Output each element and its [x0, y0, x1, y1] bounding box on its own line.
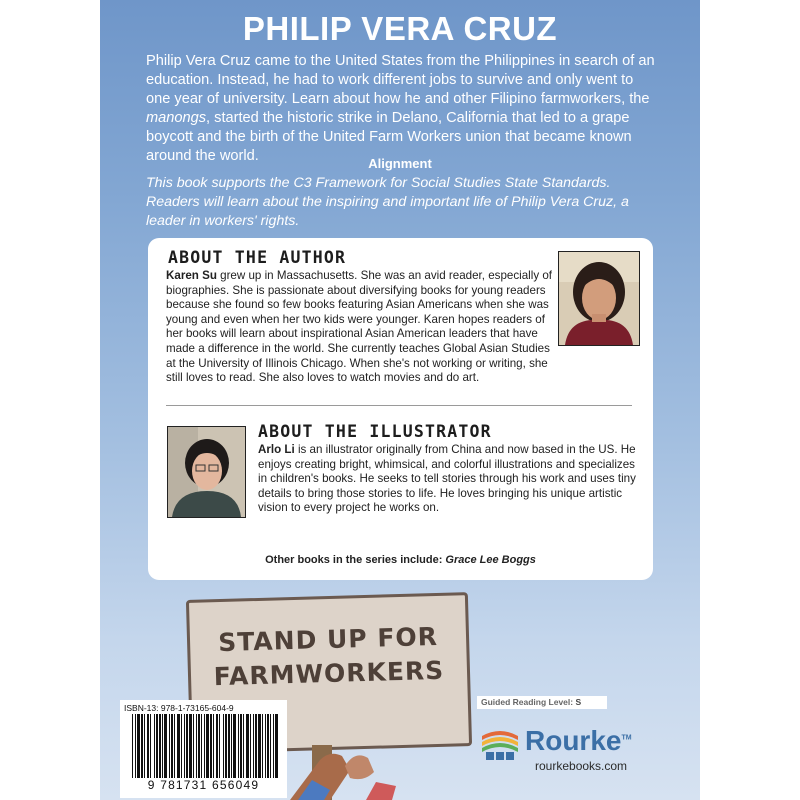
author-name: Karen Su	[166, 269, 217, 282]
publisher-name-text: Rourke	[525, 725, 622, 756]
summary-emphasis: manongs	[146, 110, 207, 126]
author-heading: ABOUT THE AUTHOR	[168, 248, 347, 267]
barcode-box	[120, 700, 287, 798]
illustrator-photo	[167, 426, 246, 518]
trademark-mark: TM	[621, 734, 632, 742]
guided-reading-badge	[477, 696, 607, 709]
section-divider	[166, 405, 632, 406]
alignment-heading: Alignment	[368, 156, 432, 171]
author-bio-text: grew up in Massachusetts. She was an avid reader, especially of biographies. She is passionate about diversifying books for young readers because she found so few books featuring Asian Americans when she was young and even when her two kids were younger. Karen hopes readers of her books will learn about inspirational Asian American leaders that have made a difference in the world. She currently teaches Global Asian Studies at the University of Illinois Chicago. When she's not working or writing, she still loves to read. She also loves to watch movies and do art.	[166, 269, 553, 385]
guided-reading-level: S	[575, 697, 582, 707]
sign-line-1: STAND UP FOR	[217, 621, 439, 658]
publisher-name	[525, 725, 632, 757]
author-portrait-image	[559, 252, 639, 345]
series-note	[148, 554, 653, 566]
author-photo	[558, 251, 640, 346]
series-prefix: Other books in the series include:	[265, 554, 446, 566]
rourke-book-logo-icon	[480, 722, 520, 762]
book-summary	[146, 52, 658, 166]
summary-part-2: , started the historic strike in Delano, California that led to a grape boycott and the birth of the United Farm Workers union that became known around the world.	[146, 110, 632, 164]
back-cover	[100, 0, 700, 800]
author-bio	[166, 269, 558, 386]
illustrator-name: Arlo Li	[258, 443, 295, 456]
alignment-text: This book supports the C3 Framework for Social Studies State Standards. Readers will learn about the inspiring and important life of Philip Vera Cruz, a leader in workers' rights.	[146, 175, 629, 229]
illustrator-heading: ABOUT THE ILLUSTRATOR	[258, 422, 492, 441]
illustrator-bio	[258, 443, 638, 516]
series-book: Grace Lee Boggs	[445, 554, 536, 566]
sign-line-2: FARMWORKERS	[213, 655, 445, 692]
barcode-image	[130, 714, 280, 778]
isbn-label: ISBN-13: 978-1-73165-604-9	[124, 703, 234, 713]
barcode-digits: 9 781731 656049	[147, 778, 260, 792]
guided-reading-text	[481, 697, 581, 707]
book-title: PHILIP VERA CRUZ	[242, 10, 558, 47]
bio-panel	[148, 238, 653, 580]
guided-reading-label: Guided Reading Level:	[481, 697, 576, 707]
summary-part-1: Philip Vera Cruz came to the United States from the Philippines in search of an education. Instead, he had to work different jobs to survive and only went to one year of university. Learn about how he and other Filipino farmworkers, the	[146, 53, 655, 107]
publisher-url: rourkebooks.com	[535, 759, 628, 773]
illustrator-bio-text: is an illustrator originally from China and now based in the US. He enjoys creating bright, whimsical, and colorful illustrations and specializes in children's books. He seeks to tell stories through his work and uses tiny details to bring those stories to life. He loves bringing his unique artistic vision to every project he works on.	[258, 443, 636, 515]
illustrator-portrait-image	[168, 427, 245, 517]
